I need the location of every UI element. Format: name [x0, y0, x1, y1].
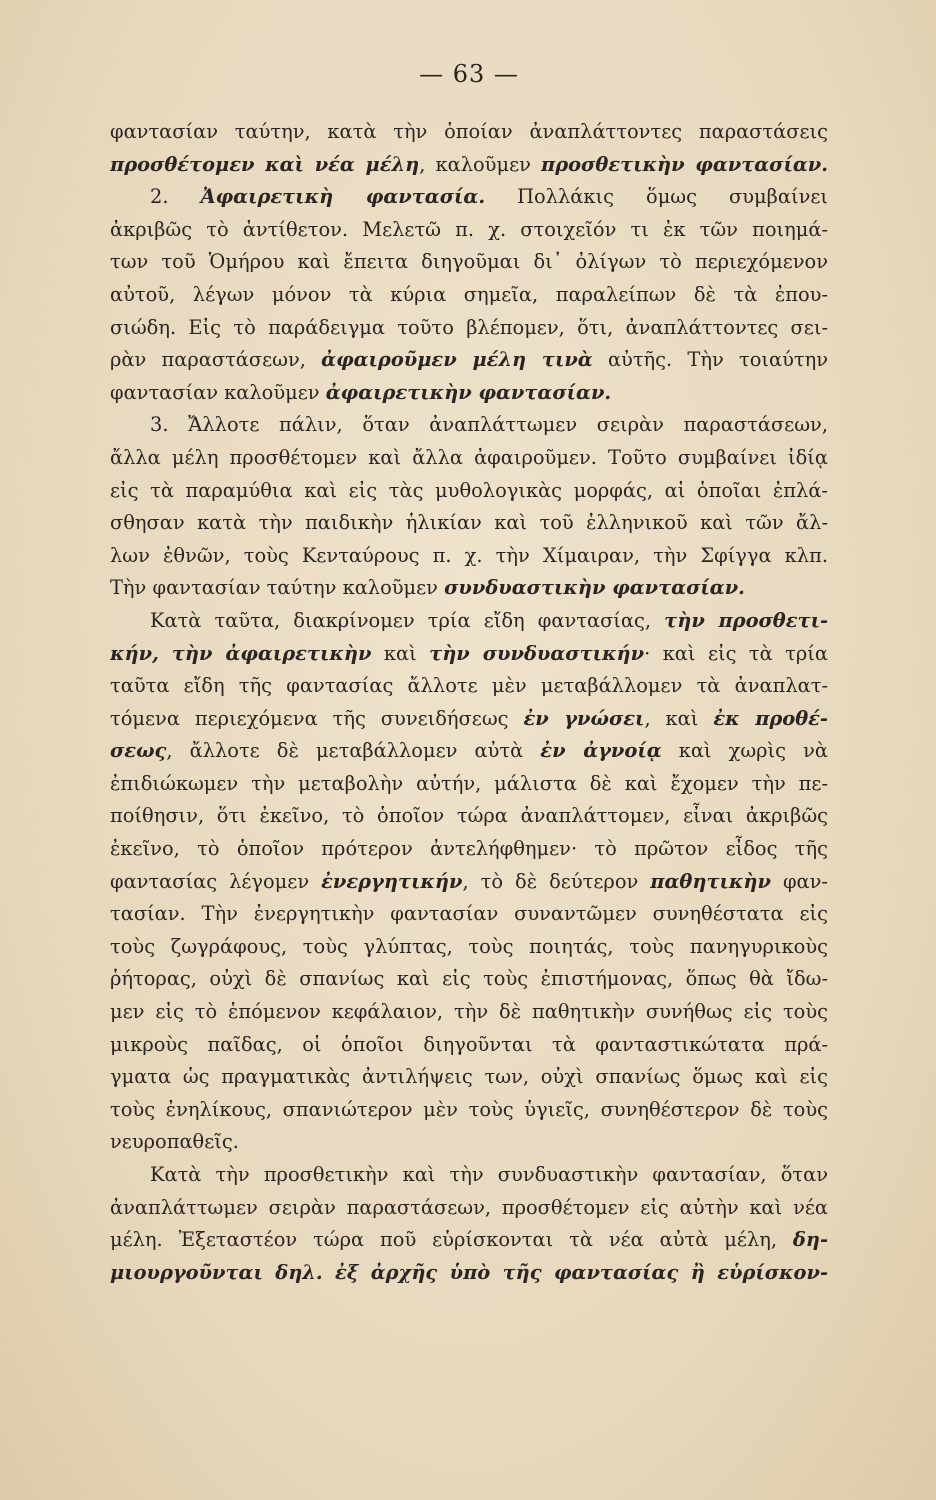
- text-line: [110, 866, 828, 899]
- text-run: αὐτοῦ, λέγων μόνον τὰ κύρια σημεῖα, παραλείπων δὲ τὰ ἐπου-: [110, 282, 828, 306]
- text-line: [110, 1061, 828, 1094]
- text-line: [110, 214, 828, 247]
- emphasized-term: συνδυαστικὴν φαντασίαν.: [444, 576, 745, 600]
- text-run: 2.: [150, 185, 201, 209]
- text-run: , καλοῦμεν: [419, 152, 542, 176]
- text-run: Κατὰ τὴν προσθετικὴν καὶ τὴν συνδυαστικὴν φαντασίαν, ὅταν: [150, 1163, 828, 1186]
- text-run: ἐπιδιώκωμεν τὴν μεταβολὴν αὐτήν, μάλιστα δὲ καὶ ἔχομεν τὴν πε-: [110, 771, 828, 795]
- text-line: [110, 475, 828, 508]
- text-run: καὶ: [371, 641, 430, 665]
- text-line: [110, 507, 828, 540]
- text-run: φαντασίας λέγομεν: [110, 869, 322, 893]
- text-run: Κατὰ ταῦτα, διακρίνομεν τρία εἴδη φαντασίας,: [150, 608, 665, 632]
- text-run: ἀκριβῶς τὸ ἀντίθετον. Μελετῶ π. χ. στοιχεῖόν τι ἐκ τῶν ποιημά-: [110, 217, 828, 241]
- text-run: , τὸ δὲ δεύτερον: [462, 869, 651, 893]
- text-line: [110, 181, 828, 214]
- text-line: [110, 638, 828, 671]
- emphasized-term: μιουργοῦνται δηλ. ἐξ ἀρχῆς ὑπὸ τῆς φαντασίας ἢ εὑρίσκον-: [110, 1260, 828, 1284]
- text-run: μεν εἰς τὸ ἑπόμενον κεφάλαιον, τὴν δὲ παθητικὴν συνήθως εἰς τοὺς: [110, 1000, 828, 1024]
- text-line: [110, 1192, 828, 1225]
- emphasized-term: προσθέτομεν καὶ νέα μέλη: [110, 152, 420, 176]
- text-line: [110, 540, 828, 573]
- text-run: φαντασίαν καλοῦμεν: [110, 380, 326, 404]
- emphasized-term: σεως: [110, 739, 167, 763]
- text-run: · καὶ εἰς τὰ τρία: [644, 641, 828, 665]
- page-number: — 63 —: [419, 60, 519, 88]
- text-run: τασίαν. Τὴν ἐνεργητικὴν φαντασίαν συναντῶμεν συνηθέστατα εἰς: [110, 902, 828, 926]
- text-line: [110, 1159, 828, 1192]
- text-run: γματα ὡς πραγματικὰς ἀντιλήψεις των, οὐχὶ σπανίως ὅμως καὶ εἰς: [110, 1065, 828, 1089]
- text-run: τόμενα περιεχόμενα τῆς συνειδήσεως: [110, 706, 524, 730]
- text-line: [110, 442, 828, 475]
- text-line: [110, 833, 828, 866]
- text-run: 3. Ἄλλοτε πάλιν, ὅταν ἀναπλάττωμεν σειρὰν παραστάσεων,: [150, 413, 828, 437]
- emphasized-term: τὴν συνδυαστικήν: [429, 641, 645, 665]
- text-line: [110, 963, 828, 996]
- text-run: των τοῦ Ὁμήρου καὶ ἔπειτα διηγοῦμαι δι᾽ ὀλίγων τὸ περιεχόμενον: [110, 250, 828, 274]
- emphasized-term: ἐκ προθέ-: [713, 706, 828, 730]
- text-run: σθησαν κατὰ τὴν παιδικὴν ἡλικίαν καὶ τοῦ ἑλληνικοῦ καὶ τῶν ἄλ-: [110, 511, 828, 535]
- text-line: [110, 149, 828, 182]
- text-line: [110, 1029, 828, 1062]
- text-run: αὐτῆς. Τὴν τοιαύτην: [592, 348, 828, 372]
- text-run: ρὰν παραστάσεων,: [110, 348, 322, 372]
- text-line: [110, 312, 828, 345]
- text-line: [110, 344, 828, 377]
- text-line: [110, 605, 828, 638]
- text-run: φαν-: [770, 869, 828, 893]
- text-line: [110, 768, 828, 801]
- text-run: λων ἐθνῶν, τοὺς Κενταύρους π. χ. τὴν Χίμαιραν, τὴν Σφίγγα κλπ.: [110, 543, 828, 567]
- emphasized-term: ἐν ἀγνοίᾳ: [540, 739, 662, 763]
- text-line: [110, 1094, 828, 1127]
- emphasized-term: Ἀφαιρετικὴ φαντασία.: [200, 185, 486, 209]
- text-run: , ἄλλοτε δὲ μεταβάλλομεν αὐτὰ: [166, 739, 541, 763]
- text-run: , καὶ: [644, 706, 714, 730]
- text-line: [110, 931, 828, 964]
- text-line: [110, 800, 828, 833]
- text-run: μικροὺς παῖδας, οἱ ὁποῖοι διηγοῦνται τὰ φανταστικώτατα πρά-: [110, 1032, 828, 1056]
- text-line: [110, 572, 828, 605]
- text-line: [110, 996, 828, 1029]
- text-run: ἄλλα μέλη προσθέτομεν καὶ ἄλλα ἀφαιροῦμεν. Τοῦτο συμβαίνει ἰδίᾳ: [110, 445, 828, 469]
- text-line: [110, 670, 828, 703]
- text-line: [110, 1126, 828, 1159]
- emphasized-term: κήν, τὴν ἀφαιρετικὴν: [110, 641, 372, 665]
- emphasized-term: παθητικὴν: [650, 869, 771, 893]
- text-line: [110, 1224, 828, 1257]
- text-run: Πολλάκις ὅμως συμβαίνει: [485, 185, 828, 209]
- emphasized-term: ἀφαιροῦμεν μέλη τινὰ: [321, 348, 593, 372]
- text-line: [110, 735, 828, 768]
- text-line: [110, 377, 828, 410]
- emphasized-term: ἀφαιρετικὴν φαντασίαν.: [325, 380, 612, 404]
- text-run: ἀναπλάττωμεν σειρὰν παραστάσεων, προσθέτομεν εἰς αὐτὴν καὶ νέα: [110, 1195, 828, 1219]
- emphasized-term: δη-: [792, 1228, 828, 1252]
- emphasized-term: τὴν προσθετι-: [664, 608, 828, 632]
- emphasized-term: προσθετικὴν φαντασίαν.: [541, 152, 828, 176]
- text-run: μέλη. Ἐξεταστέον τώρα ποῦ εὑρίσκονται τὰ νέα αὐτὰ μέλη,: [110, 1228, 793, 1252]
- text-run: τοὺς ἐνηλίκους, σπανιώτερον μὲν τοὺς ὑγιεῖς, συνηθέστερον δὲ τοὺς: [110, 1097, 828, 1121]
- text-run: φαντασίαν ταύτην, κατὰ τὴν ὁποίαν ἀναπλάττοντες παραστάσεις: [110, 120, 828, 143]
- text-line: [110, 279, 828, 312]
- text-line: [110, 898, 828, 931]
- text-line: [110, 1257, 828, 1290]
- text-run: ῥήτορας, οὐχὶ δὲ σπανίως καὶ εἰς τοὺς ἐπιστήμονας, ὅπως θὰ ἴδω-: [110, 967, 828, 991]
- text-run: καὶ χωρὶς νὰ: [661, 739, 828, 763]
- text-run: εἰς τὰ παραμύθια καὶ εἰς τὰς μυθολογικὰς μορφάς, αἱ ὁποῖαι ἐπλά-: [110, 478, 828, 502]
- text-run: ἐκεῖνο, τὸ ὁποῖον πρότερον ἀντελήφθημεν· τὸ πρῶτον εἶδος τῆς: [110, 837, 828, 861]
- text-run: τοὺς ζωγράφους, τοὺς γλύπτας, τοὺς ποιητάς, τοὺς πανηγυρικοὺς: [110, 934, 828, 958]
- body-text: [110, 116, 828, 1289]
- emphasized-term: ἐνεργητικήν: [321, 869, 463, 893]
- emphasized-term: ἐν γνώσει: [523, 706, 645, 730]
- text-line: [110, 246, 828, 279]
- text-run: Τὴν φαντασίαν ταύτην καλοῦμεν: [110, 576, 445, 600]
- text-line: [110, 116, 828, 149]
- text-run: νευροπαθεῖς.: [110, 1130, 239, 1154]
- text-run: ποίθησιν, ὅτι ἐκεῖνο, τὸ ὁποῖον τώρα ἀναπλάττομεν, εἶναι ἀκριβῶς: [110, 804, 828, 828]
- text-line: [110, 409, 828, 442]
- text-run: σιώδη. Εἰς τὸ παράδειγμα τοῦτο βλέπομεν, ὅτι, ἀναπλάττοντες σει-: [110, 315, 828, 339]
- text-line: [110, 703, 828, 736]
- text-run: ταῦτα εἴδη τῆς φαντασίας ἄλλοτε μὲν μεταβάλλομεν τὰ ἀναπλατ-: [110, 674, 828, 698]
